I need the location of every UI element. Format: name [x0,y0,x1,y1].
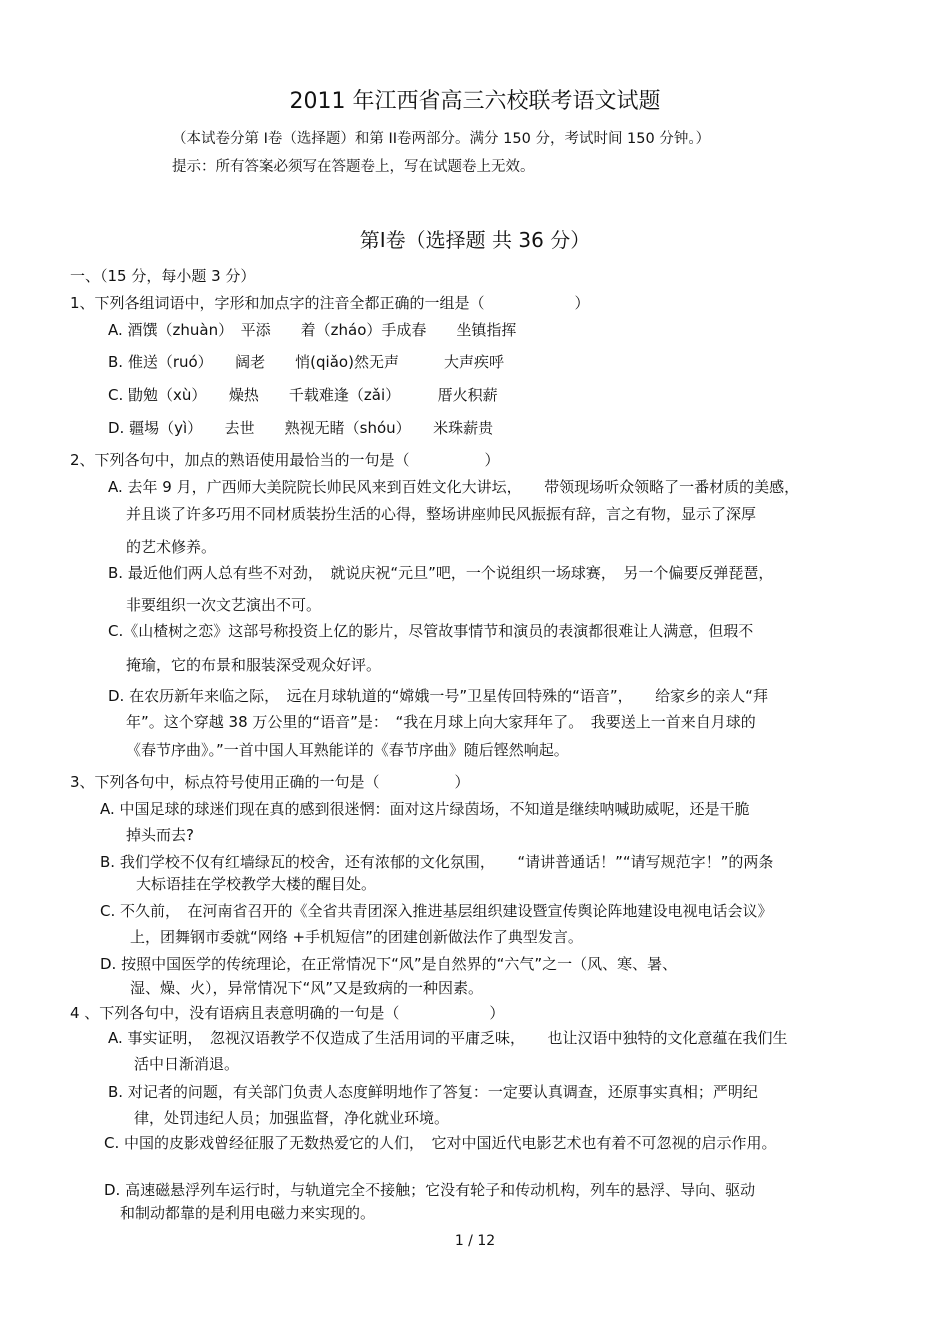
q4-option-b-line1: B. 对记者的问题，有关部门负责人态度鲜明地作了答复：一定要认真调查，还原事实真相；严明纪 [108,1083,758,1101]
q2-option-d-line2: 年”。这个穿越 38 万公里的“语音”是： “我在月球上向大家拜年了。 我要送上一首来自月球的 [126,713,756,731]
q3-option-d-line2: 湿、燥、火），异常情况下“风”又是致病的一种因素。 [130,979,484,997]
q1-option-a: A. 酒馔（zhuàn） 平添 着（zháo）手成春 坐镇指挥 [108,321,517,339]
q3-option-c-line2: 上，团舞钢市委就“网络 +手机短信”的团建创新做法作了典型发言。 [130,928,583,946]
q2-option-a-line2: 并且谈了许多巧用不同材质装扮生活的心得，整场讲座帅民风振振有辞，言之有物，显示了深厚 [126,505,757,523]
q4-option-a-line2: 活中日渐消退。 [134,1055,240,1073]
q4-option-d-line2: 和制动都靠的是利用电磁力来实现的。 [120,1204,376,1222]
q3-option-a-line2: 掉头而去? [126,826,194,844]
q1-stem: 1、下列各组词语中，字形和加点字的注音全都正确的一组是（ ） [70,294,590,312]
q4-option-c-line1: C. 中国的皮影戏曾经征服了无数热爱它的人们， 它对中国近代电影艺术也有着不可忽视的启示作用。 [104,1134,777,1152]
q3-option-a-line1: A. 中国足球的球迷们现在真的感到很迷惘：面对这片绿茵场，不知道是继续呐喊助威呢，还是干脆 [100,800,750,818]
q2-option-c-line1: C.《山楂树之恋》这部号称投资上亿的影片，尽管故事情节和演员的表演都很难让人满意，但瑕不 [108,622,754,640]
part-heading: 一、（15 分，每小题 3 分） [70,267,256,285]
q4-option-d-line1: D. 高速磁悬浮列车运行时，与轨道完全不接触；它没有轮子和传动机构，列车的悬浮、导向、驱动 [104,1181,756,1199]
q2-option-d-line3: 《春节序曲》。”一首中国人耳熟能详的《春节序曲》随后铿然响起。 [126,741,569,759]
q2-option-d-line1: D. 在农历新年来临之际， 远在月球轨道的“嫦娥一号”卫星传回特殊的“语音”， 给家乡的亲人“拜 [108,687,768,705]
q2-option-a-line3: 的艺术修养。 [126,538,217,556]
q4-stem: 4 、下列各句中，没有语病且表意明确的一句是（ ） [70,1004,505,1022]
q2-option-b-line2: 非要组织一次文艺演出不可。 [126,596,322,614]
exam-tip: 提示：所有答案必须写在答题卷上，写在试题卷上无效。 [172,159,535,175]
q3-stem: 3、下列各句中，标点符号使用正确的一句是（ ） [70,773,470,791]
q1-option-d: D. 疆埸（yì） 去世 熟视无睹（shóu） 米珠薪贵 [108,419,494,437]
page-number: 1 / 12 [454,1233,496,1249]
q4-option-b-line2: 律，处罚违纪人员；加强监督，净化就业环境。 [134,1109,450,1127]
page-title: 2011 年江西省高三六校联考语文试题 [289,89,661,114]
q2-option-a-line1: A. 去年 9 月，广西师大美院院长帅民风来到百姓文化大讲坛， 带领现场听众领略了一番材质的美感， [108,478,800,496]
q3-option-c-line1: C. 不久前， 在河南省召开的《全省共青团深入推进基层组织建设暨宣传舆论阵地建设电视电话会议》 [100,902,773,920]
section-title: 第Ⅰ卷（选择题 共 36 分） [359,228,591,252]
q3-option-b-line2: 大标语挂在学校教学大楼的醒目处。 [136,875,377,893]
q3-option-b-line1: B. 我们学校不仅有红墙绿瓦的校舍，还有浓郁的文化氛围， “请讲普通话！”“请写规范字！”的两条 [100,853,774,871]
q2-option-b-line1: B. 最近他们两人总有些不对劲， 就说庆祝“元旦”吧，一个说组织一场球赛， 另一个偏要反弹琵琶， [108,564,774,582]
q2-stem: 2、下列各句中，加点的熟语使用最恰当的一句是（ ） [70,451,500,469]
exam-note: （本试卷分第 I卷（选择题）和第 II卷两部分。满分 150 分，考试时间 150 分钟。） [172,131,711,147]
q3-option-d-line1: D. 按照中国医学的传统理论，在正常情况下“风”是自然界的“六气”之一（风、寒、暑、 [100,955,678,973]
q2-option-c-line2: 掩瑜，它的布景和服装深受观众好评。 [126,656,382,674]
q1-option-b: B. 倠送（ruó） 阔老 悄(qiǎo)然无声 大声疾呼 [108,353,504,371]
q1-option-c: C. 勖勉（xù） 燥热 千载难逢（zǎi） 厝火积薪 [108,386,498,404]
q4-option-a-line1: A. 事实证明， 忽视汉语教学不仅造成了生活用词的平庸乏味， 也让汉语中独特的文化意蕴在我们生 [108,1029,788,1047]
